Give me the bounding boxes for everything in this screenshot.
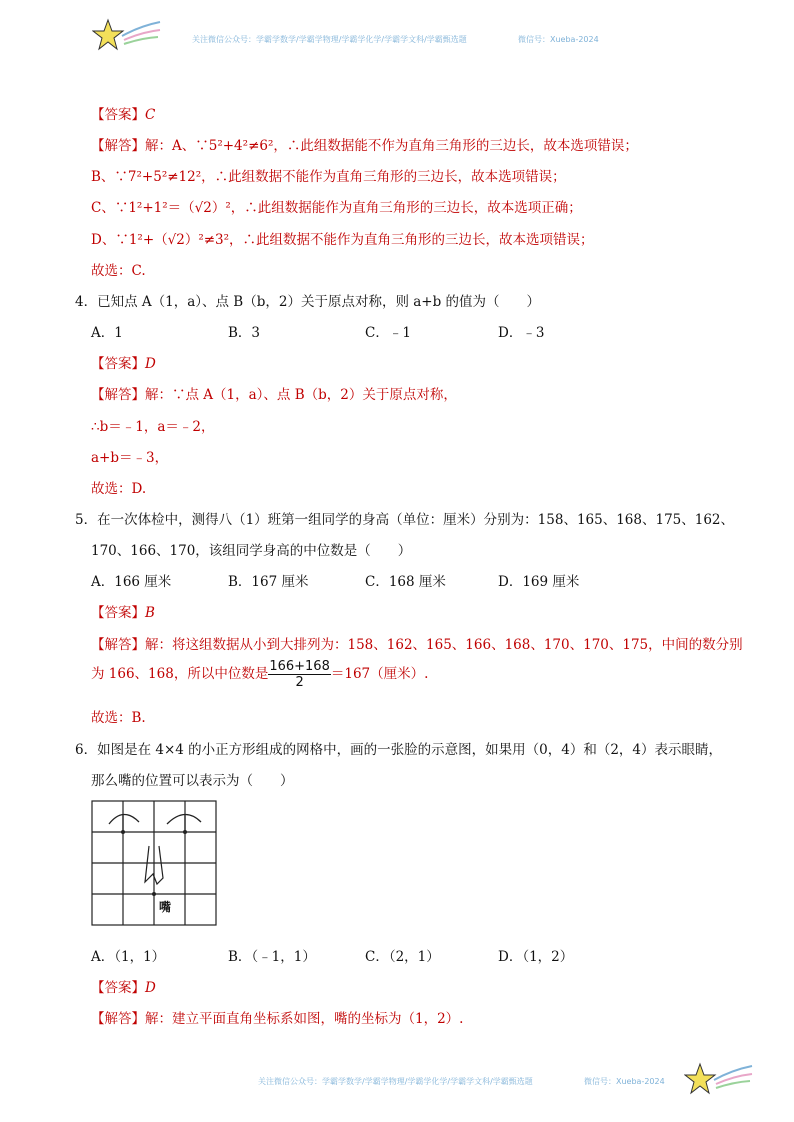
mouth-dot xyxy=(152,892,156,896)
q3-jieda-label: 【解答】 xyxy=(91,138,145,154)
q3-solution-line-b: B、∵7²+5²≠12²，∴此组数据不能作为直角三角形的三边长，故本选项错误； xyxy=(91,169,566,185)
q3-answer xyxy=(91,103,155,123)
q3-solution-line-c: C、∵1²+1²＝（√2）²，∴此组数据能作为直角三角形的三边长，故本选项正确； xyxy=(91,200,582,216)
q6-solution-line-1 xyxy=(91,1007,463,1027)
q6-option-d[interactable]: D．（1，2） xyxy=(498,949,574,965)
q3-solution-line-d: D、∵1²+（√2）²≠3²，∴此组数据不能作为直角三角形的三边长，故本选项错误； xyxy=(91,232,594,248)
q6-line-1: 解：建立平面直角坐标系如图，嘴的坐标为（1，2）. xyxy=(145,1011,464,1027)
q4-answer-value: D xyxy=(145,356,156,372)
star-logo-top xyxy=(92,14,164,58)
q5-solution-line-1 xyxy=(91,633,743,653)
left-eye-dot xyxy=(121,830,125,834)
left-eye xyxy=(109,814,139,832)
q5-option-b[interactable]: B．167 厘米 xyxy=(228,574,309,590)
q4-stem: 4．已知点 A（1，a）、点 B（b，2）关于原点对称，则 a+b 的值为（ ） xyxy=(75,294,541,310)
q4-answer-label: 【答案】 xyxy=(91,356,145,372)
header-text-top: 关注微信公众号：学霸学数学/学霸学物理/学霸学化学/学霸学文科/学霸甄选题 xyxy=(192,35,467,44)
q4-solution-line-2: ∴b＝﹣1，a＝﹣2， xyxy=(91,419,215,435)
q6-option-a[interactable]: A．（1，1） xyxy=(91,949,166,965)
face-grid-figure xyxy=(91,800,221,930)
q5-fraction-denominator: 2 xyxy=(295,675,304,690)
q4-option-b[interactable]: B．3 xyxy=(228,325,261,341)
q4-conclusion: 故选：D. xyxy=(91,481,147,497)
q6-option-c[interactable]: C．（2，1） xyxy=(365,949,440,965)
figure-mouth-label: 嘴 xyxy=(159,900,172,914)
q4-option-c[interactable]: C．﹣1 xyxy=(365,325,411,341)
q6-stem-line-2: 那么嘴的位置可以表示为（ ） xyxy=(91,773,294,789)
footer-wechat: 微信号：Xueba-2024 xyxy=(584,1077,665,1086)
q4-option-a[interactable]: A．1 xyxy=(91,325,123,341)
star-logo-bottom xyxy=(684,1058,756,1102)
q3-answer-value: C xyxy=(145,107,156,123)
q5-solution-line-2 xyxy=(91,659,428,690)
q5-option-d[interactable]: D．169 厘米 xyxy=(498,574,580,590)
footer-text: 关注微信公众号：学霸学数学/学霸学物理/学霸学化学/学霸学文科/学霸甄选题 xyxy=(258,1077,533,1086)
q3-conclusion: 故选：C. xyxy=(91,263,146,279)
q4-option-d[interactable]: D．﹣3 xyxy=(498,325,545,341)
q6-option-b[interactable]: B．（﹣1，1） xyxy=(228,949,316,965)
q4-solution-line-1 xyxy=(91,383,457,403)
q4-jieda-label: 【解答】 xyxy=(91,387,145,403)
q5-fraction-numerator: 166+168 xyxy=(269,659,330,674)
q5-line-1: 解：将这组数据从小到大排列为：158、162、165、166、168、170、170、175，中间的数分别 xyxy=(145,637,743,653)
q5-option-c[interactable]: C．168 厘米 xyxy=(365,574,446,590)
q5-answer-label: 【答案】 xyxy=(91,605,145,621)
q4-line-1: 解：∵点 A（1，a）、点 B（b，2）关于原点对称， xyxy=(145,387,457,403)
q5-jieda-label: 【解答】 xyxy=(91,637,145,653)
q6-answer-label: 【答案】 xyxy=(91,980,145,996)
q5-conclusion: 故选：B. xyxy=(91,710,146,726)
q4-answer xyxy=(91,352,156,372)
q5-fraction xyxy=(268,659,331,690)
q3-answer-label: 【答案】 xyxy=(91,107,145,123)
q3-solution-line-a xyxy=(91,134,638,154)
q5-line-2-post: ＝167（厘米）. xyxy=(330,666,429,682)
q5-stem-line-2: 170、166、170，该组同学身高的中位数是（ ） xyxy=(91,543,412,559)
q5-answer xyxy=(91,601,155,621)
q6-answer xyxy=(91,976,156,996)
header-wechat-top: 微信号：Xueba-2024 xyxy=(518,35,599,44)
q6-jieda-label: 【解答】 xyxy=(91,1011,145,1027)
q6-stem-line-1: 6．如图是在 4×4 的小正方形组成的网格中，画的一张脸的示意图，如果用（0，4）和（2，4）表示眼睛， xyxy=(75,742,723,758)
right-eye xyxy=(167,814,201,832)
q5-stem-line-1: 5．在一次体检中，测得八（1）班第一组同学的身高（单位：厘米）分别为：158、165、168、175、162、 xyxy=(75,512,735,528)
q3-line-a: 解：A、∵5²+4²≠6²，∴此组数据能不作为直角三角形的三边长，故本选项错误； xyxy=(145,138,638,154)
q6-answer-value: D xyxy=(145,980,156,996)
right-eye-dot xyxy=(183,830,187,834)
q5-option-a[interactable]: A．166 厘米 xyxy=(91,574,172,590)
q4-solution-line-3: a+b＝﹣3， xyxy=(91,450,169,466)
q5-answer-value: B xyxy=(145,605,155,621)
q5-line-2-pre: 为 166、168，所以中位数是 xyxy=(91,666,269,682)
